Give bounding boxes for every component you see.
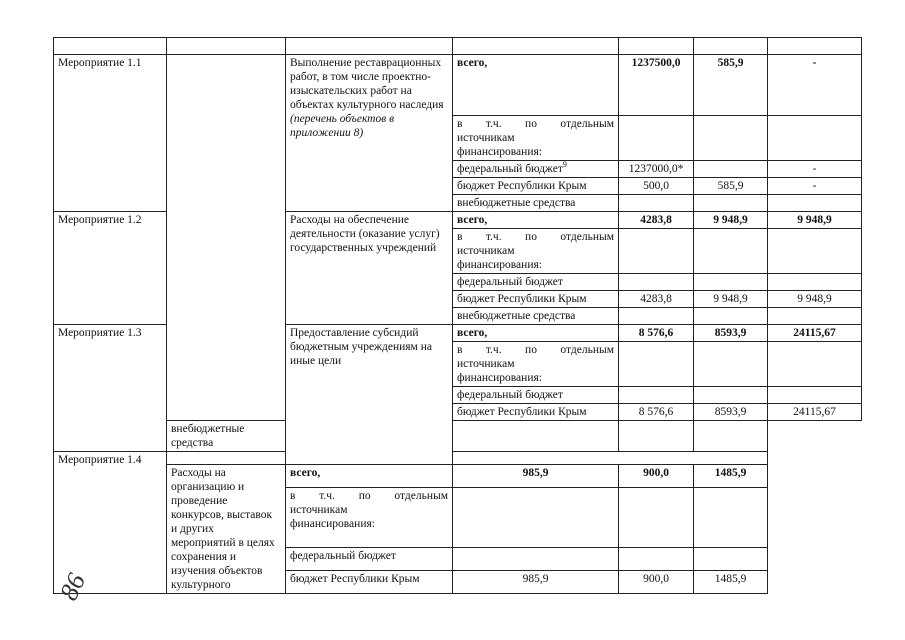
value-cell: 8593,9 [694, 325, 768, 342]
value-cell: 900,0 [619, 571, 694, 594]
description-cell: Предоставление субсидий бюджетным учреждениям на иные цели [286, 325, 453, 465]
value-cell: - [768, 55, 862, 116]
value-cell: 585,9 [694, 55, 768, 116]
table-header-row [54, 38, 862, 55]
page-number: 86 [53, 568, 92, 605]
table-row [54, 421, 862, 452]
federal-budget-label: федеральный бюджет [453, 274, 619, 291]
value-cell: 500,0 [619, 178, 694, 195]
table-row [54, 465, 862, 488]
value-cell: 9 948,9 [694, 291, 768, 308]
event-cell: Мероприятие 1.4 [54, 452, 167, 594]
value-cell: 585,9 [694, 178, 768, 195]
event-cell: Мероприятие 1.2 [54, 212, 167, 325]
value-cell: 1237000,0* [619, 161, 694, 178]
value-cell: 900,0 [619, 465, 694, 488]
source-breakdown-label: в т.ч. по отдельным источникам финансирования: [453, 116, 619, 161]
total-label: всего, [286, 465, 453, 488]
table-row [54, 55, 862, 116]
description-cell: Расходы на организацию и проведение конкурсов, выставок и других мероприятий в целях сохранения и изучения объектов культурного [167, 465, 286, 594]
offbudget-label: внебюджетные средства [453, 308, 619, 325]
republic-budget-label: бюджет Республики Крым [286, 571, 453, 594]
value-cell: 8593,9 [694, 404, 768, 421]
budget-table [53, 37, 862, 594]
republic-budget-label: бюджет Республики Крым [453, 291, 619, 308]
federal-budget-label: федеральный бюджет$^9$ [453, 161, 619, 178]
value-cell: 9 948,9 [694, 212, 768, 229]
value-cell: 1485,9 [694, 465, 768, 488]
value-cell: - [768, 178, 862, 195]
total-label: всего, [453, 212, 619, 229]
value-cell: 1237500,0 [619, 55, 694, 116]
value-cell: 24115,67 [768, 404, 862, 421]
value-cell [694, 161, 768, 178]
value-cell: 8 576,6 [619, 325, 694, 342]
value-cell: 9 948,9 [768, 212, 862, 229]
source-breakdown-label: в т.ч. по отдельным источникам финансирования: [453, 229, 619, 274]
responsible-cell [167, 55, 286, 421]
offbudget-label: внебюджетные средства [167, 421, 286, 452]
source-breakdown-label: в т.ч. по отдельным источникам финансирования: [453, 342, 619, 387]
total-label: всего, [453, 325, 619, 342]
federal-budget-label: федеральный бюджет [453, 387, 619, 404]
offbudget-label: внебюджетные средства [453, 195, 619, 212]
value-cell: 24115,67 [768, 325, 862, 342]
source-breakdown-label: в т.ч. по отдельным источникам финансирования: [286, 487, 453, 547]
federal-budget-label: федеральный бюджет [286, 548, 453, 571]
event-cell: Мероприятие 1.3 [54, 325, 167, 452]
event-cell: Мероприятие 1.1 [54, 55, 167, 212]
value-cell: - [768, 161, 862, 178]
value-cell: 1485,9 [694, 571, 768, 594]
value-cell: 985,9 [453, 465, 619, 488]
republic-budget-label: бюджет Республики Крым [453, 178, 619, 195]
value-cell: 4283,8 [619, 212, 694, 229]
table-row [54, 452, 862, 465]
value-cell: 9 948,9 [768, 291, 862, 308]
value-cell: 8 576,6 [619, 404, 694, 421]
value-cell: 985,9 [453, 571, 619, 594]
description-cell: Расходы на обеспечение деятельности (оказание услуг) государственных учреждений [286, 212, 453, 325]
value-cell: 4283,8 [619, 291, 694, 308]
description-cell: Выполнение реставрационных работ, в том числе проектно-изыскательских работ на объектах культурного наследия (перечень объектов в приложении 8) [286, 55, 453, 212]
total-label: всего, [453, 55, 619, 116]
republic-budget-label: бюджет Республики Крым [453, 404, 619, 421]
